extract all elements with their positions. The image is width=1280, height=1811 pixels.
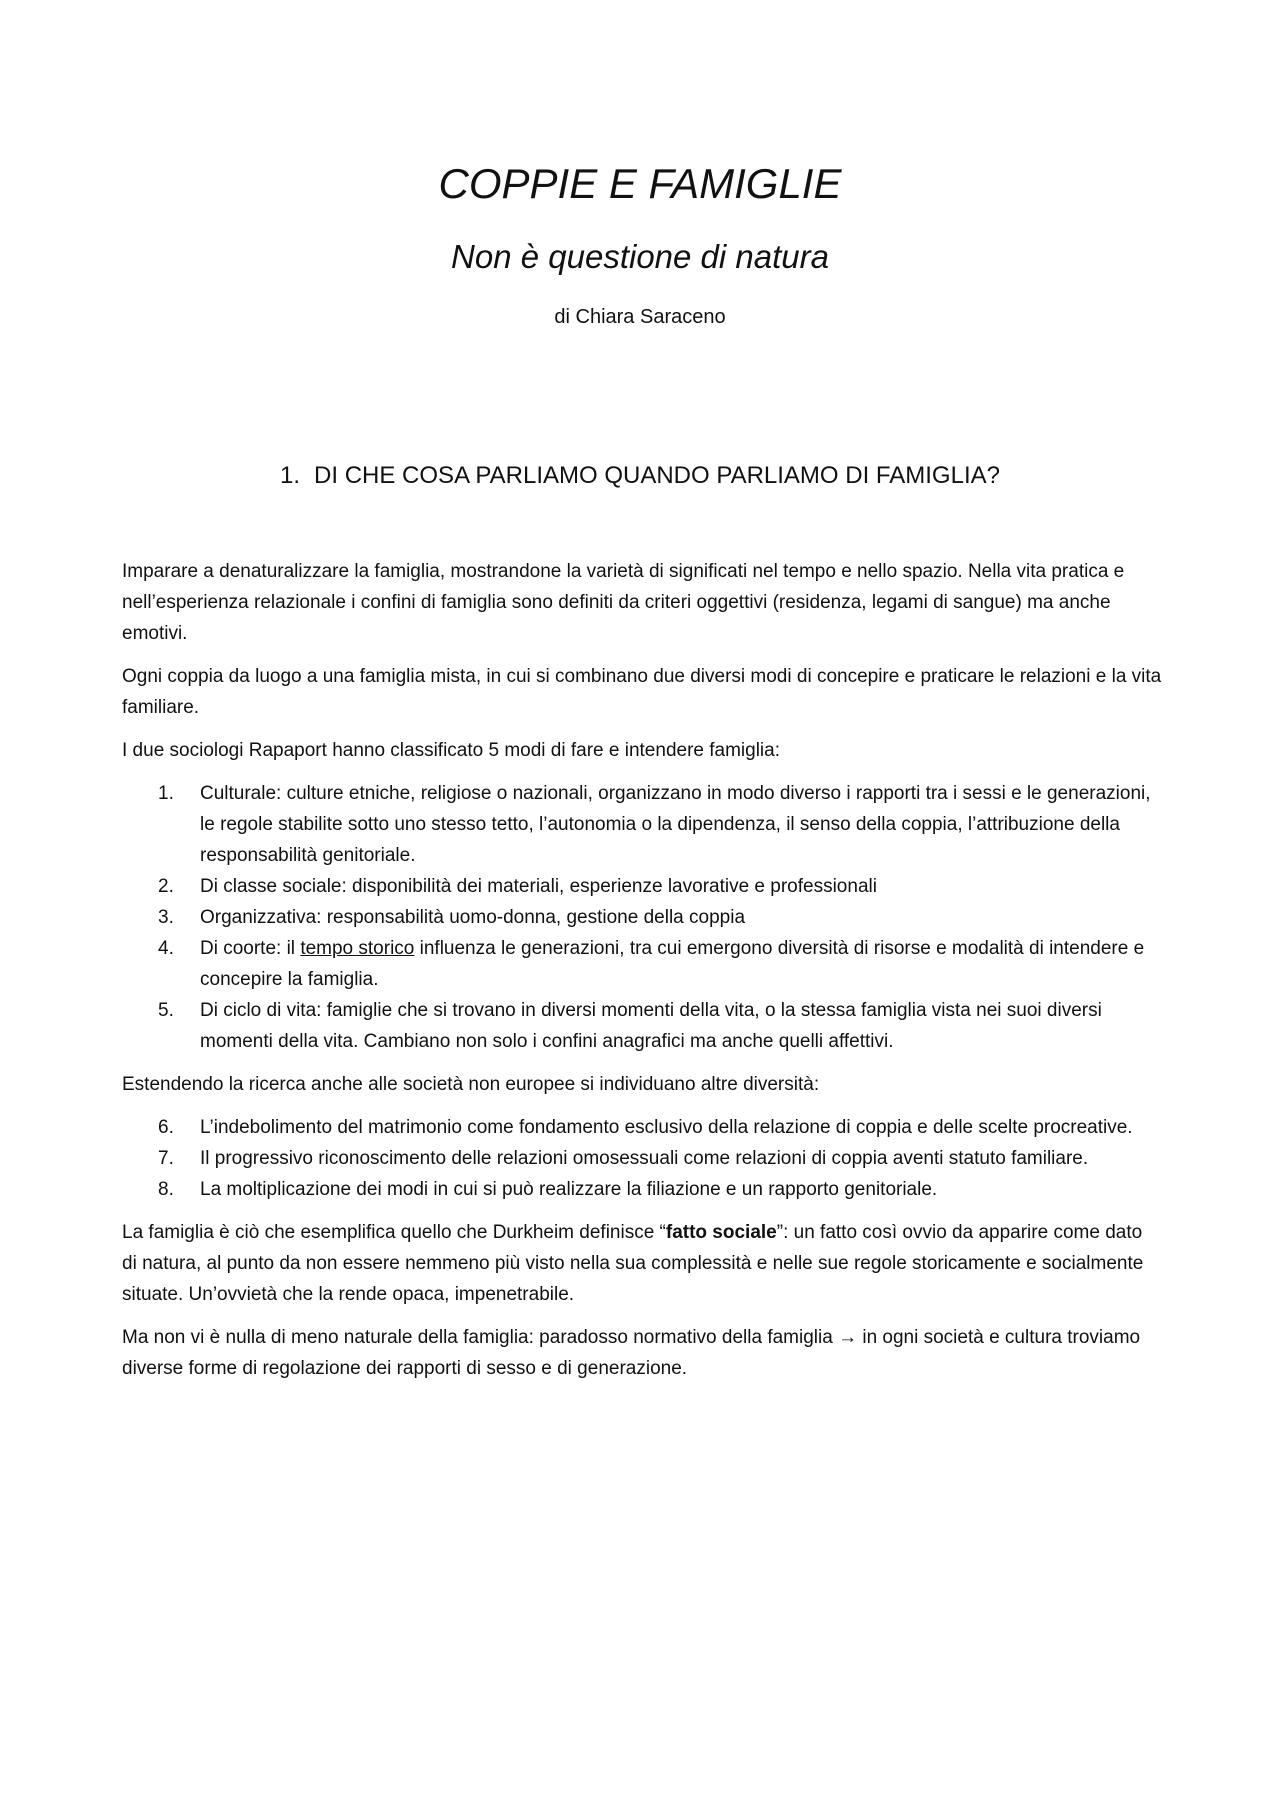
body-text xyxy=(122,556,1162,1396)
list-item-number: 4. xyxy=(158,938,174,959)
list-item-text: Di ciclo di vita: famiglie che si trovano in diversi momenti della vita, o la stessa famiglia vista nei suoi diversi momenti della vita. Cambiano non solo i confini anagrafici ma anche quelli affettivi. xyxy=(200,1000,1102,1052)
paragraph-mixed-family: Ogni coppia da luogo a una famiglia mista, in cui si combinano due diversi modi di concepire e praticare le relazioni e la vita familiare. xyxy=(122,666,1162,718)
list-item xyxy=(122,995,1162,1057)
list-item xyxy=(122,1143,1162,1174)
section-number: 1. xyxy=(280,462,301,489)
list-item-text: Di coorte: il xyxy=(200,938,301,959)
document-author: di Chiara Saraceno xyxy=(554,306,726,328)
list-item-number: 1. xyxy=(158,783,174,804)
list-item xyxy=(122,1112,1162,1143)
list-item xyxy=(122,871,1162,902)
list-item-text: Il progressivo riconoscimento delle relazioni omosessuali come relazioni di coppia aventi statuto familiare. xyxy=(200,1148,1089,1169)
document-title: COPPIE E FAMIGLIE xyxy=(438,160,842,207)
list-item-number: 6. xyxy=(158,1117,174,1138)
paragraph-text: La famiglia è ciò che esemplifica quello che Durkheim definisce “ xyxy=(122,1222,666,1243)
list-item xyxy=(122,1174,1162,1205)
paragraph-durkheim xyxy=(122,1217,1162,1310)
list-item xyxy=(122,933,1162,995)
list-item-text: influenza le generazioni, tra cui emergono diversità di risorse e modalità di intendere e concepire la famiglia. xyxy=(200,938,1145,990)
document-subtitle: Non è questione di natura xyxy=(451,238,829,275)
paragraph-rapaport: I due sociologi Rapaport hanno classificato 5 modi di fare e intendere famiglia: xyxy=(122,740,780,761)
underlined-term: tempo storico xyxy=(300,938,415,959)
paragraph-normative-paradox: Ma non vi è nulla di meno naturale della famiglia: paradosso normativo della famiglia → in ogni società e cultura troviamo diverse forme di regolazione dei rapporti di sesso e di generazione. xyxy=(122,1327,1141,1379)
list-item xyxy=(122,778,1162,871)
list-item-text: Organizzativa: responsabilità uomo-donna, gestione della coppia xyxy=(200,907,746,928)
list-item-number: 5. xyxy=(158,1000,174,1021)
list-item-number: 3. xyxy=(158,907,174,928)
list-item-text: Di classe sociale: disponibilità dei materiali, esperienze lavorative e professionali xyxy=(200,876,877,897)
list-item-text: La moltiplicazione dei modi in cui si può realizzare la filiazione e un rapporto genitoriale. xyxy=(200,1179,938,1200)
diversity-list xyxy=(122,1112,1162,1205)
section-heading xyxy=(0,460,1280,492)
paragraph-intro: Imparare a denaturalizzare la famiglia, mostrandone la varietà di significati nel tempo e nello spazio. Nella vita pratica e nell’esperienza relazionale i confini di famiglia sono definiti da criteri oggettivi (residenza, legami di sangue) ma anche emotivi. xyxy=(122,561,1125,644)
paragraph-non-european: Estendendo la ricerca anche alle società non europee si individuano altre diversità: xyxy=(122,1074,820,1095)
list-item-number: 8. xyxy=(158,1179,174,1200)
section-heading-text: DI CHE COSA PARLIAMO QUANDO PARLIAMO DI FAMIGLIA? xyxy=(314,462,1000,489)
list-item-number: 7. xyxy=(158,1148,174,1169)
list-item-text: L’indebolimento del matrimonio come fondamento esclusivo della relazione di coppia e delle scelte procreative. xyxy=(200,1117,1133,1138)
list-item xyxy=(122,902,1162,933)
rapaport-list xyxy=(122,778,1162,1057)
list-item-text: Culturale: culture etniche, religiose o nazionali, organizzano in modo diverso i rapporti tra i sessi e le generazioni, le regole stabilite sotto uno stesso tetto, l’autonomia o la dipendenza, il senso della coppia, l’attribuzione della responsabilità genitoriale. xyxy=(200,783,1151,866)
bold-term: fatto sociale xyxy=(665,1222,777,1243)
paragraph-text: ”: un fatto così ovvio da apparire come dato di natura, al punto da non essere nemmeno più visto nella sua complessità e nelle sue regole storicamente e socialmente situate. Un’ovvietà che la rende opaca, impenetrabile. xyxy=(122,1222,1144,1305)
list-item-number: 2. xyxy=(158,876,174,897)
